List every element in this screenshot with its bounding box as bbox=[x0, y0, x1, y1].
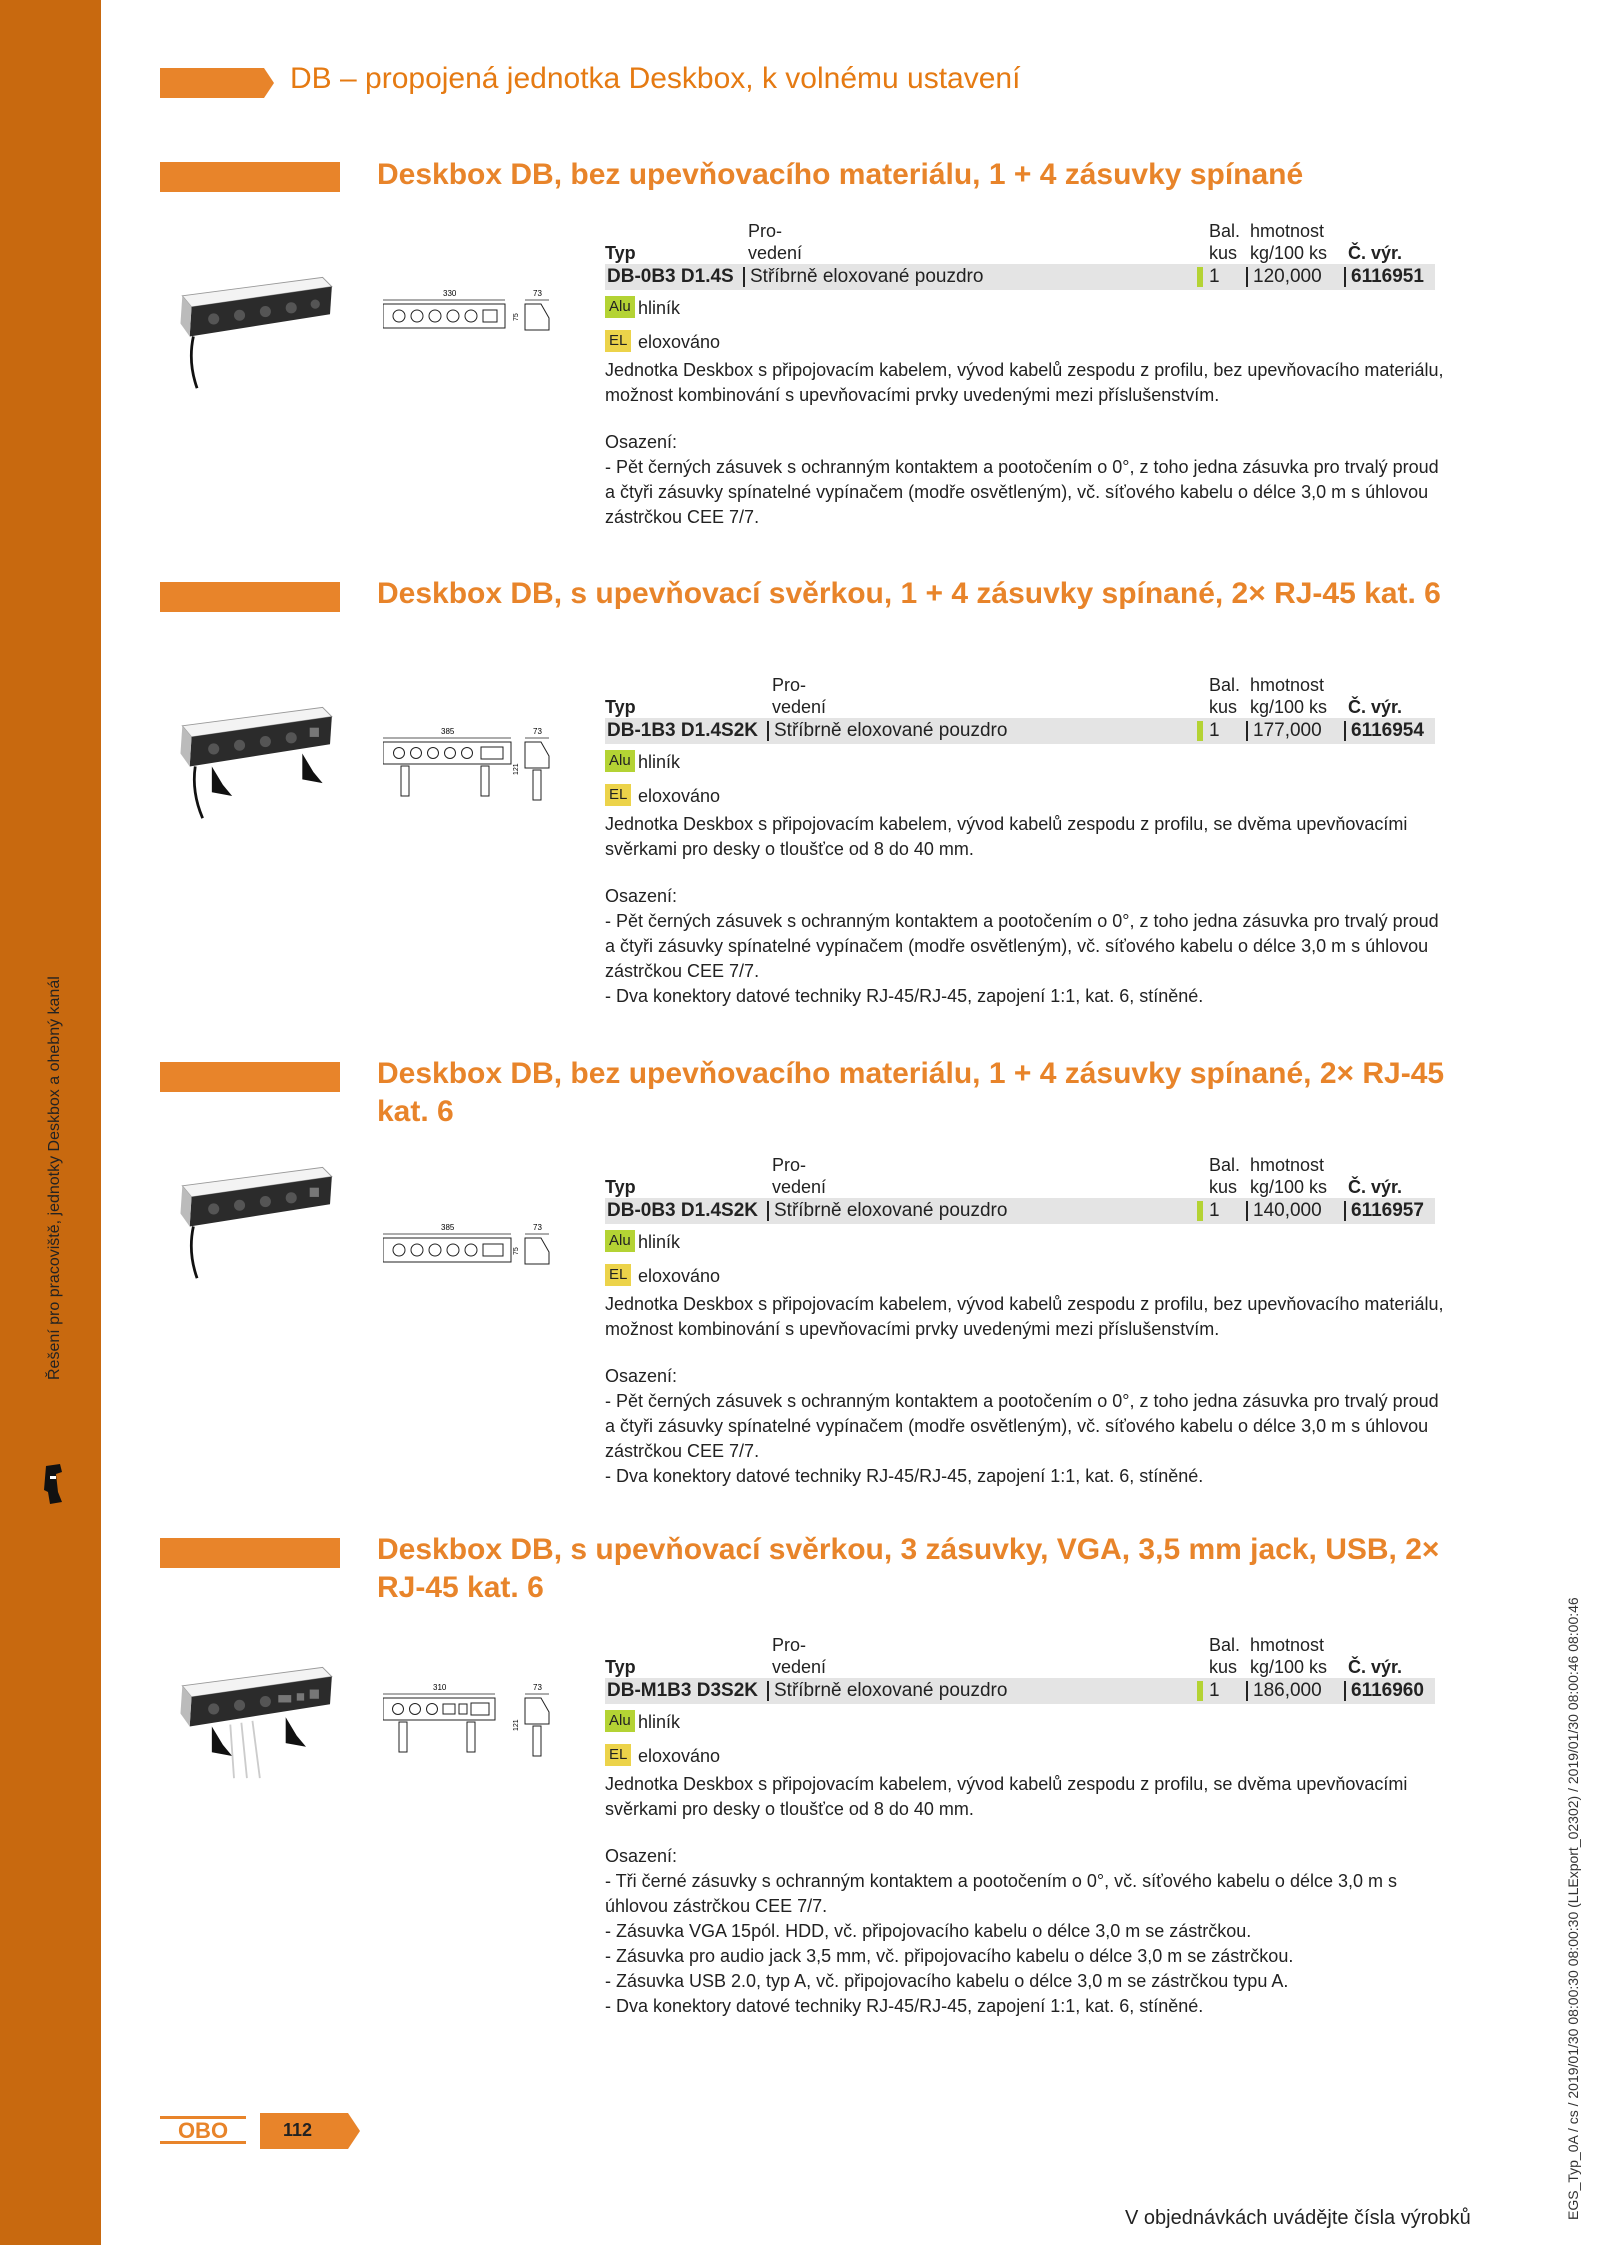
el-badge: EL bbox=[605, 1744, 631, 1766]
material-row-el bbox=[605, 782, 1435, 812]
alu-badge: Alu bbox=[605, 750, 635, 772]
el-badge: EL bbox=[605, 1264, 631, 1286]
section-4-bar bbox=[160, 1538, 340, 1568]
section-3-description bbox=[605, 1292, 1445, 1489]
osazeni-item: - Tři černé zásuvky s ochranným kontaktem a pootočením o 0°, vč. síťového kabelu o délce 3,0 m s úhlovou zástrčkou CEE 7/7. bbox=[605, 1871, 1397, 1916]
material-row-alu bbox=[605, 294, 1435, 324]
el-text: eloxováno bbox=[638, 1266, 721, 1286]
el-badge: EL bbox=[605, 330, 631, 352]
dimension-drawing-1 bbox=[383, 288, 561, 348]
cell-typ: DB-M1B3 D3S2K bbox=[607, 1680, 758, 1701]
section-1-title: Deskbox DB, bez upevňovacího materiálu, 1 + 4 zásuvky spínané bbox=[377, 158, 1304, 191]
col-hmotnost-2: kg/100 ks bbox=[1250, 1657, 1328, 1677]
osazeni-item: - Zásuvka USB 2.0, typ A, vč. připojovacího kabelu o délce 3,0 m se zástrčkou typu A. bbox=[605, 1971, 1289, 1991]
cell-cislo: 6116951 bbox=[1351, 266, 1424, 287]
logo-text: OBO bbox=[177, 2118, 229, 2143]
dim-height-2: 73 bbox=[533, 727, 542, 736]
col-typ: Typ bbox=[605, 697, 636, 717]
description-text: Jednotka Deskbox s připojovacím kabelem, vývod kabelů zespodu z profilu, se dvěma upevňovacími svěrkami pro desky o tloušťce od 8 do 40 mm. bbox=[605, 1774, 1408, 1819]
workstation-icon bbox=[42, 1462, 66, 1506]
dim-width-2: 385 bbox=[441, 727, 455, 736]
osazeni-item: - Pět černých zásuvek s ochranným kontaktem a pootočením o 0°, z toho jedna zásuvka pro trvalý proud a čtyři zásuvky spínatelné vypínačem (modře osvětleným), vč. síťového kabelu o délce 3,0 m s úhlovou zástrčkou CEE 7/7. bbox=[605, 911, 1439, 981]
cell-provedeni: Stříbrně eloxované pouzdro bbox=[774, 1680, 1008, 1701]
col-hmotnost-1: hmotnost bbox=[1250, 1155, 1325, 1175]
col-provedeni-1: Pro- bbox=[772, 1635, 807, 1655]
col-bal-2: kus bbox=[1209, 697, 1238, 717]
table-row bbox=[605, 1198, 1435, 1224]
col-bal-1: Bal. bbox=[1209, 1635, 1241, 1655]
section-2-title: Deskbox DB, s upevňovací svěrkou, 1 + 4 zásuvky spínané, 2× RJ-45 kat. 6 bbox=[377, 577, 1441, 610]
osazeni-item: - Zásuvka pro audio jack 3,5 mm, vč. připojovacího kabelu o délce 3,0 m se zástrčkou. bbox=[605, 1946, 1294, 1966]
description-text: Jednotka Deskbox s připojovacím kabelem, vývod kabelů zespodu z profilu, bez upevňovacího materiálu, možnost kombinování s upevňovacími prvky uvedenými mezi příslušenstvím. bbox=[605, 360, 1444, 405]
section-4-title: Deskbox DB, s upevňovací svěrkou, 3 zásuvky, VGA, 3,5 mm jack, USB, 2× RJ-45 kat. 6 bbox=[377, 1533, 1440, 1604]
col-hmotnost-1: hmotnost bbox=[1250, 675, 1325, 695]
alu-badge: Alu bbox=[605, 1230, 635, 1252]
alu-text: hliník bbox=[638, 298, 681, 318]
col-bal-1: Bal. bbox=[1209, 1155, 1241, 1175]
page-number: 112 bbox=[283, 2120, 313, 2140]
alu-text: hliník bbox=[638, 752, 681, 772]
header-tab-shape bbox=[160, 68, 274, 98]
material-row-alu bbox=[605, 1708, 1435, 1738]
alu-badge: Alu bbox=[605, 296, 635, 318]
dim-height-1: 73 bbox=[533, 289, 542, 298]
dim-width-3: 385 bbox=[441, 1223, 455, 1232]
col-bal-2: kus bbox=[1209, 1177, 1238, 1197]
material-row-el bbox=[605, 328, 1435, 358]
cell-bal: 1 bbox=[1209, 720, 1220, 741]
col-bal-1: Bal. bbox=[1209, 221, 1241, 241]
el-text: eloxováno bbox=[638, 786, 721, 806]
cell-provedeni: Stříbrně eloxované pouzdro bbox=[774, 720, 1008, 741]
osazeni-item: - Pět černých zásuvek s ochranným kontaktem a pootočením o 0°, z toho jedna zásuvka pro trvalý proud a čtyři zásuvky spínatelné vypínačem (modře osvětleným), vč. síťového kabelu o délce 3,0 m s úhlovou zástrčkou CEE 7/7. bbox=[605, 457, 1439, 527]
dim-side-4: 121 bbox=[513, 1719, 520, 1731]
product-table-1 bbox=[605, 218, 1435, 358]
col-bal-2: kus bbox=[1209, 1657, 1238, 1677]
material-row-el bbox=[605, 1262, 1435, 1292]
col-cislo: Č. výr. bbox=[1348, 1177, 1403, 1197]
osazeni-label: Osazení: bbox=[605, 886, 678, 906]
cell-typ: DB-1B3 D1.4S2K bbox=[607, 720, 758, 741]
page-title: DB – propojená jednotka Deskbox, k volnému ustavení bbox=[290, 62, 1021, 95]
cell-cislo: 6116954 bbox=[1351, 720, 1424, 741]
cell-typ: DB-0B3 D1.4S2K bbox=[607, 1200, 758, 1221]
product-photo-2 bbox=[168, 700, 348, 820]
cell-hmotnost: 177,000 bbox=[1253, 720, 1322, 741]
dim-side-1: 75 bbox=[513, 313, 520, 321]
col-provedeni-2: vedení bbox=[772, 697, 827, 717]
col-provedeni-1: Pro- bbox=[748, 221, 783, 241]
material-row-el bbox=[605, 1742, 1435, 1772]
col-bal-2: kus bbox=[1209, 243, 1238, 263]
section-3-title: Deskbox DB, bez upevňovacího materiálu, 1 + 4 zásuvky spínané, 2× RJ-45 kat. 6 bbox=[377, 1057, 1445, 1128]
table-row bbox=[605, 718, 1435, 744]
col-cislo: Č. výr. bbox=[1348, 697, 1403, 717]
description-text: Jednotka Deskbox s připojovacím kabelem, vývod kabelů zespodu z profilu, se dvěma upevňovacími svěrkami pro desky o tloušťce od 8 do 40 mm. bbox=[605, 814, 1408, 859]
side-chapter-text: Řešení pro pracoviště, jednotky Deskbox a ohebný kanál bbox=[46, 976, 63, 1380]
dim-height-4: 73 bbox=[533, 1683, 542, 1692]
osazeni-item: - Dva konektory datové techniky RJ-45/RJ-45, zapojení 1:1, kat. 6, stíněné. bbox=[605, 986, 1204, 1006]
material-row-alu bbox=[605, 748, 1435, 778]
dimension-drawing-2 bbox=[383, 726, 561, 812]
col-provedeni-2: vedení bbox=[772, 1177, 827, 1197]
col-hmotnost-2: kg/100 ks bbox=[1250, 1177, 1328, 1197]
table-header-row bbox=[605, 672, 1435, 718]
alu-text: hliník bbox=[638, 1712, 681, 1732]
section-1-bar bbox=[160, 162, 340, 192]
dimension-drawing-3 bbox=[383, 1222, 561, 1282]
table-row bbox=[605, 264, 1435, 290]
osazeni-item: - Dva konektory datové techniky RJ-45/RJ-45, zapojení 1:1, kat. 6, stíněné. bbox=[605, 1996, 1204, 2016]
col-provedeni-2: vedení bbox=[772, 1657, 827, 1677]
osazeni-item: - Zásuvka VGA 15pól. HDD, vč. připojovacího kabelu o délce 3,0 m se zástrčkou. bbox=[605, 1921, 1252, 1941]
table-row bbox=[605, 1678, 1435, 1704]
col-hmotnost-1: hmotnost bbox=[1250, 1635, 1325, 1655]
col-typ: Typ bbox=[605, 1657, 636, 1677]
el-text: eloxováno bbox=[638, 1746, 721, 1766]
col-provedeni-1: Pro- bbox=[772, 675, 807, 695]
section-2-bar bbox=[160, 582, 340, 612]
section-3-bar bbox=[160, 1062, 340, 1092]
col-typ: Typ bbox=[605, 243, 636, 263]
dim-height-3: 73 bbox=[533, 1223, 542, 1232]
col-cislo: Č. výr. bbox=[1348, 1657, 1403, 1677]
cell-hmotnost: 120,000 bbox=[1253, 266, 1322, 287]
description-text: Jednotka Deskbox s připojovacím kabelem, vývod kabelů zespodu z profilu, bez upevňovacího materiálu, možnost kombinování s upevňovacími prvky uvedenými mezi příslušenstvím. bbox=[605, 1294, 1444, 1339]
print-metadata: EGS_Typ_0A / cs / 2019/01/30 08:00:30 08:00:30 (LLExport_02302) / 2019/01/30 08:00:46 08:00:46 bbox=[1565, 1597, 1581, 2220]
cell-hmotnost: 186,000 bbox=[1253, 1680, 1322, 1701]
table-header-row bbox=[605, 1152, 1435, 1198]
dim-width-4: 310 bbox=[433, 1683, 447, 1692]
cell-bal: 1 bbox=[1209, 266, 1220, 287]
section-2-description bbox=[605, 812, 1445, 1009]
cell-typ: DB-0B3 D1.4S bbox=[607, 266, 734, 287]
cell-cislo: 6116957 bbox=[1351, 1200, 1424, 1221]
col-provedeni-1: Pro- bbox=[772, 1155, 807, 1175]
product-table-3 bbox=[605, 1152, 1435, 1292]
col-hmotnost-2: kg/100 ks bbox=[1250, 243, 1328, 263]
col-bal-1: Bal. bbox=[1209, 675, 1241, 695]
col-hmotnost-1: hmotnost bbox=[1250, 221, 1325, 241]
osazeni-label: Osazení: bbox=[605, 1366, 678, 1386]
table-header-row bbox=[605, 1632, 1435, 1678]
product-photo-4 bbox=[168, 1660, 348, 1780]
col-cislo: Č. výr. bbox=[1348, 243, 1403, 263]
dimension-drawing-4 bbox=[383, 1682, 561, 1768]
product-photo-3 bbox=[168, 1160, 348, 1280]
cell-cislo: 6116960 bbox=[1351, 1680, 1424, 1701]
osazeni-label: Osazení: bbox=[605, 432, 678, 452]
alu-badge: Alu bbox=[605, 1710, 635, 1732]
col-hmotnost-2: kg/100 ks bbox=[1250, 697, 1328, 717]
cell-hmotnost: 140,000 bbox=[1253, 1200, 1322, 1221]
dim-width-1: 330 bbox=[443, 289, 457, 298]
cell-provedeni: Stříbrně eloxované pouzdro bbox=[750, 266, 984, 287]
cell-provedeni: Stříbrně eloxované pouzdro bbox=[774, 1200, 1008, 1221]
product-table-2 bbox=[605, 672, 1435, 812]
col-provedeni-2: vedení bbox=[748, 243, 803, 263]
table-header-row bbox=[605, 218, 1435, 264]
osazeni-item: - Dva konektory datové techniky RJ-45/RJ-45, zapojení 1:1, kat. 6, stíněné. bbox=[605, 1466, 1204, 1486]
obo-logo bbox=[160, 2116, 246, 2144]
dim-side-2: 121 bbox=[513, 763, 520, 775]
cell-bal: 1 bbox=[1209, 1200, 1220, 1221]
product-photo-1 bbox=[168, 270, 348, 390]
section-4-description bbox=[605, 1772, 1445, 2019]
cell-bal: 1 bbox=[1209, 1680, 1220, 1701]
dim-side-3: 75 bbox=[513, 1247, 520, 1255]
product-table-4 bbox=[605, 1632, 1435, 1772]
osazeni-item: - Pět černých zásuvek s ochranným kontaktem a pootočením o 0°, z toho jedna zásuvka pro trvalý proud a čtyři zásuvky spínatelné vypínačem (modře osvětleným), vč. síťového kabelu o délce 3,0 m s úhlovou zástrčkou CEE 7/7. bbox=[605, 1391, 1439, 1461]
footer-note: V objednávkách uvádějte čísla výrobků bbox=[1125, 2207, 1471, 2229]
material-row-alu bbox=[605, 1228, 1435, 1258]
col-typ: Typ bbox=[605, 1177, 636, 1197]
el-badge: EL bbox=[605, 784, 631, 806]
section-1-description bbox=[605, 358, 1445, 530]
el-text: eloxováno bbox=[638, 332, 721, 352]
osazeni-label: Osazení: bbox=[605, 1846, 678, 1866]
alu-text: hliník bbox=[638, 1232, 681, 1252]
